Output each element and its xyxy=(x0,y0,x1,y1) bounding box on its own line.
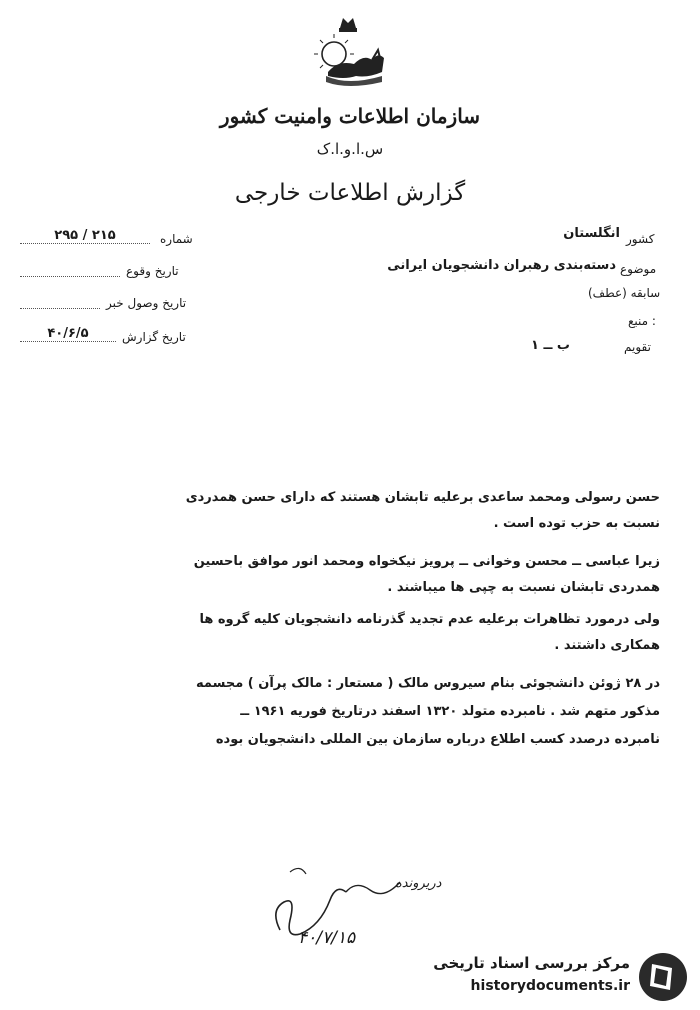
country-value: انگلستان xyxy=(563,226,620,241)
body-line: همدردی تابشان نسبت به چپی ها میباشند . xyxy=(387,580,660,595)
rating-value: ب ــ ۱ xyxy=(531,338,570,353)
receipt-date-label: تاریخ وصول خبر xyxy=(106,296,187,310)
signature-date: ۴۰/۷/۱۵ xyxy=(298,928,356,948)
watermark-text-en: historydocuments.ir xyxy=(470,978,630,994)
body-line: مذکور متهم شد . نامبرده متولد ۱۳۲۰ اسفند درتاریخ فوریه ۱۹۶۱ ــ xyxy=(240,704,660,719)
handwritten-signature xyxy=(260,860,460,950)
body-line: حسن رسولی ومحمد ساعدی برعلیه تابشان هستند که دارای حسن همدردی xyxy=(185,490,660,505)
watermark-text-fa: مرکز بررسی اسناد تاریخی xyxy=(433,954,630,972)
body-line: زیرا عباسی ــ محسن وخوانی ــ پرویز نیکخواه ومحمد انور موافق باحسین xyxy=(193,554,660,569)
source-label: منبع : xyxy=(628,314,656,328)
subject-label: موضوع xyxy=(620,262,657,276)
body-line: ولی درمورد تظاهرات برعلیه عدم تجدید گذرنامه دانشجویان کلیه گروه ها xyxy=(199,612,660,627)
precedent-label: سابقه (عطف) xyxy=(588,286,661,300)
body-line: نسبت به حزب توده است . xyxy=(493,516,660,531)
body-line: همکاری داشتند . xyxy=(554,638,660,653)
number-value: ۲۹۵ / ۲۱۵ xyxy=(20,228,150,244)
event-date-label: تاریخ وقوع xyxy=(126,264,179,278)
country-label: کشور xyxy=(626,232,655,246)
body-line: در ۲۸ ژوئن دانشجوئی بنام سیروس مالک ( مستعار : مالک پرآن ) مجسمه xyxy=(196,676,660,691)
signature-label: دریرونده xyxy=(395,876,442,891)
watermark-logo-icon xyxy=(636,950,690,1004)
event-date-line xyxy=(20,276,120,277)
report-date-label: تاریخ گزارش xyxy=(122,330,186,344)
body-line: نامبرده درصدد کسب اطلاع درباره سازمان بین المللی دانشجویان بوده xyxy=(215,732,660,747)
receipt-date-line xyxy=(20,308,100,309)
subject-value: دسته‌بندی رهبران دانشجویان ایرانی xyxy=(387,258,616,273)
organization-code: س.ا.و.ا.ک xyxy=(316,140,384,158)
organization-title: سازمان اطلاعات وامنیت کشور xyxy=(219,104,481,128)
rating-label: تقویم xyxy=(624,340,651,354)
number-label: شماره xyxy=(160,232,193,246)
document-title: گزارش اطلاعات خارجی xyxy=(234,180,466,206)
report-date-value: ۴۰/۶/۵ xyxy=(20,326,116,342)
lion-sun-emblem xyxy=(298,14,398,90)
